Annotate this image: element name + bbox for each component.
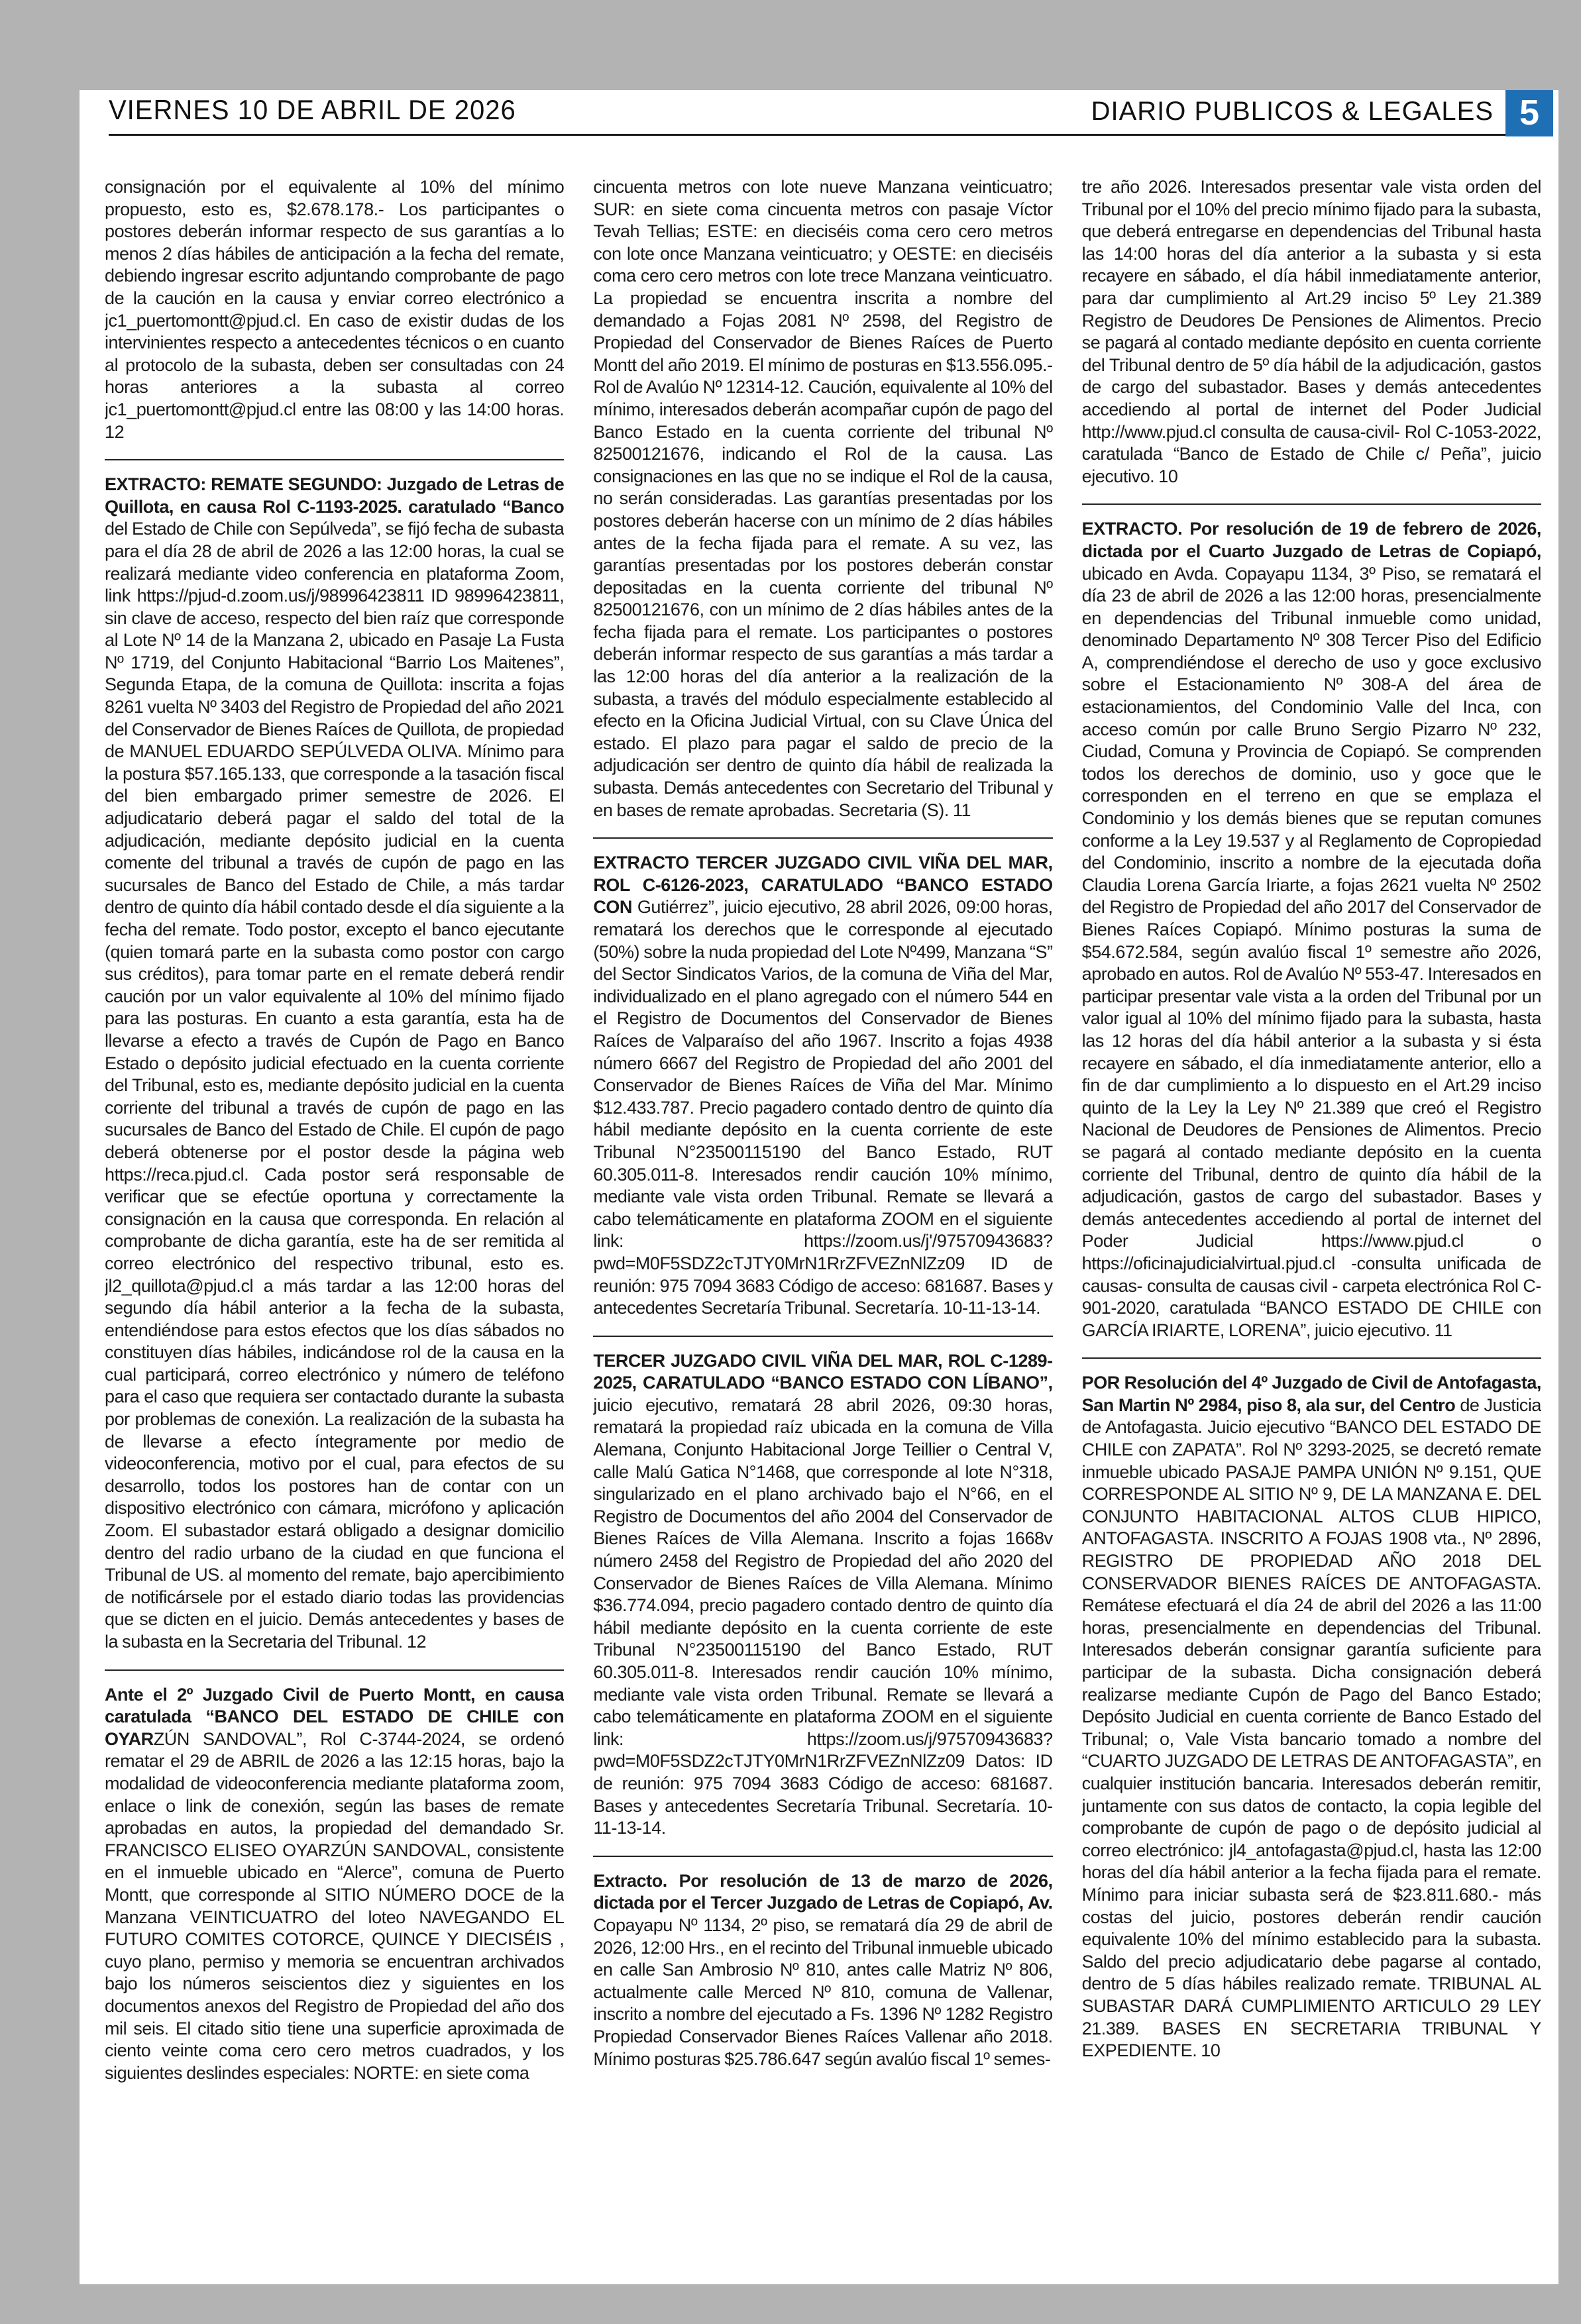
notice-vina-gutierrez [593,852,1052,1319]
notice-antofagasta [1082,1372,1541,2062]
page-header [109,91,1553,136]
notice-divider [593,837,1052,839]
notice-heading: EXTRACTO: REMATE SEGUNDO: Juzgado de Letras de Quillota, en causa Rol C-1193-2025. caratulado “Banco [105,474,565,517]
notice-text: Copayapu Nº 1134, 2º piso, se rematará día 29 de abril de 2026, 12:00 Hrs., en el recinto del Tribunal inmueble ubicado en calle San Ambrosio Nº 810, antes calle Matriz Nº 806, actualmente calle Merced Nº 810, comuna de Vallenar, inscrito a nombre del ejecutado a Fs. 1396 Nº 1282 Registro Propiedad Conservador Bienes Raíces Vallenar año 2018. Mínimo posturas $25.786.647 según avalúo fiscal 1º semes- [593,1915,1053,2069]
notice-text: cincuenta metros con lote nueve Manzana veinticuatro; SUR: en siete coma cincuenta metros con pasaje Víctor Tevah Tellias; ESTE: en dieciséis coma cero cero metros con lote once Manzana veinticuatro; y OESTE: en dieciséis coma cero cero metros con lote trece Manzana veinticuatro. La propiedad se encuentra inscrita a nombre del demandado a Fojas 2081 Nº 2598, del Registro de Propiedad del Conservador de Bienes Raíces de Puerto Montt del año 2019. El mínimo de posturas en $13.556.095.- Rol de Avalúo Nº 12314-12. Caución, equivalente al 10% del mínimo, interesados deberán acompañar cupón de pago del Banco Estado en la cuenta corriente del tribunal Nº 82500121676, indicando el Rol de la causa. Las consignaciones en las que no se indique el Rol de la causa, no serán consideradas. Las garantías presentadas por los postores deberán hacerse con un mínimo de 2 días hábiles antes de la fecha fijada para el remate. A su vez, las garantías presentadas por los postores deberán constar depositadas en la cuenta corriente del tribunal Nº 82500121676, con un mínimo de 2 días hábiles antes de la fecha fijada para el remate. Los participantes o postores deberán informar respecto de sus garantías a más tardar a las 12:00 horas del día anterior a la realización de la subasta, a través del módulo especialmente establecido al efecto en la Oficina Judicial Virtual, con su Clave Única del estado. El plazo para pagar el saldo de precio de la adjudicación ser dentro de quinto día hábil de realizada la subasta. Demás antecedentes con Secretario del Tribunal y en bases de remate aprobadas. Secretaria (S). 11 [593,177,1053,820]
notice-continued [105,176,564,443]
issue-date: VIERNES 10 DE ABRIL DE 2026 [109,95,516,126]
column-3 [1082,176,1541,2264]
publication-title: DIARIO PUBLICOS & LEGALES [1091,97,1494,126]
notices-columns [105,176,1541,2264]
notice-continued [593,176,1052,821]
notice-continued [1082,176,1541,488]
notice-divider [1082,503,1541,505]
newspaper-page [80,90,1558,2284]
notice-quillota [105,474,564,1653]
notice-copiapo-tercer [593,1870,1052,2070]
notice-divider [593,1336,1052,1337]
page-number-badge: 5 [1505,90,1553,136]
notice-text: del Estado de Chile con Sepúlveda”, se fijó fecha de subasta para el día 28 de abril de 2026 a las 12:00 horas, la cual se realizará mediante video conferencia en plataforma Zoom, link https://pjud-d.zoom.us/j/98996423811 ID 98996423811, sin clave de acceso, respecto del bien raíz que corresponde al Lote Nº 14 de la Manzana 2, ubicado en Pasaje La Fusta Nº 1719, del Conjunto Habitacional “Barrio Los Maitenes”, Segunda Etapa, de la comuna de Quillota: inscrita a fojas 8261 vuelta Nº 3403 del Registro de Propiedad del año 2021 del Conservador de Bienes Raíces de Quillota, de propiedad de MANUEL EDUARDO SEPÚLVEDA OLIVA. Mínimo para la postura $57.165.133, que corresponde a la tasación fiscal del bien embargado primer semestre de 2026. El adjudicatario deberá pagar el saldo del total de la adjudicación, mediante depósito judicial en la cuenta comente del tribunal a través de cupón de pago en las sucursales de Banco del Estado de Chile, a más tardar dentro de quinto día hábil contado desde el día siguiente a la fecha del remate. Todo postor, excepto el banco ejecutante (quien tomará parte en la subasta como postor con cargo sus créditos), para tomar parte en el remate deberá rendir caución por un valor equivalente al 10% del mínimo fijado para las posturas. En cuanto a esta garantía, esta ha de llevarse a efecto a través de Cupón de Pago en Banco Estado o depósito judicial efectuado en la cuenta corriente del Tribunal, esto es, mediante depósito judicial en la cuenta corriente del tribunal a través de cupón de pago en las sucursales de Banco del Estado de Chile. El cupón de pago deberá obtenerse por el postor desde la página web https://reca.pjud.cl. Cada postor será responsable de verificar que se efectúe oportuna y correctamente la consignación en la causa que corresponda. En relación al comprobante de dicha garantía, este ha de ser remitida al correo electrónico del respectivo tribunal, esto es. jl2_quillota@pjud.cl a más tardar a las 12:00 horas del segundo día hábil anterior a la fecha de la subasta, entendiéndose para estos efectos que los días sábados no constituyen días hábiles, indicándose rol de la causa en la cual participará, correo electrónico y número de teléfono para el caso que requiera ser contactado durante la subasta por problemas de conexión. La realización de la subasta ha de llevarse a efecto íntegramente por medio de videoconferencia, motivo por el cual, para efectos de su desarrollo, todos los postores han de contar con un dispositivo electrónico con cámara, micrófono y aplicación Zoom. El subastador estará obligado a designar domicilio dentro del radio urbano de la ciudad en que funciona el Tribunal de US. al momento del remate, bajo apercibimiento de notificársele por el estado diario todas las providencias que se dicten en el juicio. Demás antecedentes y bases de la subasta en la Secretaria del Tribunal. 12 [105,519,565,1652]
notice-heading: POR Resolución del 4º Juzgado de Civil de Antofagasta, San Martin Nº 2984, piso 8, ala sur, del Centro [1081,1373,1541,1415]
column-1 [105,176,564,2264]
notice-divider [593,1856,1052,1857]
notice-heading: EXTRACTO TERCER JUZGADO CIVIL VIÑA DEL MAR, ROL C-6126-2023, CARATULADO “BANCO ESTADO CON [593,853,1053,918]
notice-heading: Extracto. Por resolución de 13 de marzo de 2026, dictada por el Tercer Juzgado de Letras de Copiapó, Av. [593,1870,1053,1913]
notice-text: de Justicia de Antofagasta. Juicio ejecutivo “BANCO DEL ESTADO DE CHILE con ZAPATA”. Rol Nº 3293-2025, se decretó remate inmueble ubicado PASAJE PAMPA UNIÓN Nº 9.151, QUE CORRESPONDE AL SITIO Nº 9, DE LA MANZANA E. DEL CONJUNTO HABITACIONAL ALTOS CLUB HIPICO, ANTOFAGASTA. INSCRITO A FOJAS 1908 vta., Nº 2896, REGISTRO DE PROPIEDAD AÑO 2018 DEL CONSERVADOR BIENES RAÍCES DE ANTOFAGASTA. Remátese efectuará el día 24 de abril del 2026 a las 11:00 horas, presencialmente en dependencias del Tribunal. Interesados deberán consignar garantía suficiente para participar de la subasta. Dicha consignación deberá realizarse mediante Cupón de Pago del Banco Estado; Depósito Judicial en cuenta corriente de Banco Estado del Tribunal; o, Vale Vista bancario tomado a nombre del “CUARTO JUZGADO DE LETRAS DE ANTOFAGASTA”, en cualquier institución bancaria. Interesados deberán remitir, juntamente con sus datos de contacto, la copia legible del comprobante de cupón de pago o de depósito judicial al correo electrónico: jl4_antofagasta@pjud.cl, hasta las 12:00 horas del día hábil anterior a la fecha fijada para el remate. Mínimo para iniciar subasta será de $23.811.680.- más costas del juicio, postores deberán rendir caución equivalente 10% del mínimo establecido para la subasta. Saldo del precio adjudicatario debe pagarse al contado, dentro de 5 días hábiles realizado remate. TRIBUNAL AL SUBASTAR DARÁ CUMPLIMIENTO ARTICULO 29 LEY 21.389. BASES EN SECRETARIA TRIBUNAL Y EXPEDIENTE. 10 [1081,1395,1541,2061]
notice-divider [105,1669,564,1671]
notice-text: consignación por el equivalente al 10% del mínimo propuesto, esto es, $2.678.178.- Los participantes o postores deberán informar respecto de sus garantías a lo menos 2 días hábiles de anticipación a la fecha del remate, debiendo ingresar escrito adjuntando comprobante de pago de la caución en la causa y enviar correo electrónico a jc1_puertomontt@pjud.cl. En caso de existir dudas de los intervinientes respecto a antecedentes técnicos o en cuanto al protocolo de la subasta, deben ser consultadas con 24 horas anteriores a la subasta al correo jc1_puertomontt@pjud.cl entre las 08:00 y las 14:00 horas. 12 [105,177,565,442]
notice-heading: EXTRACTO. Por resolución de 19 de febrero de 2026, dictada por el Cuarto Juzgado de Letras de Copiapó, [1081,519,1541,561]
notice-copiapo-cuarto [1082,518,1541,1342]
notice-text: tre año 2026. Interesados presentar vale vista orden del Tribunal por el 10% del precio mínimo fijado para la subasta, que deberá entregarse en dependencias del Tribunal hasta las 14:00 horas del día anterior a la subasta y si esta recayere en sábado, el día hábil inmediatamente anterior, para dar cumplimiento al Art.29 inciso 5º Ley 21.389 Registro de Deudores De Pensiones de Alimentos. Precio se pagará al contado mediante depósito en cuenta corriente del Tribunal dentro de 5º día hábil de la adjudicación, gastos de cargo del subastador. Bases y demás antecedentes accediendo al portal de internet del Poder Judicial http://www.pjud.cl consulta de causa-civil- Rol C-1053-2022, caratulada “Banco de Estado de Chile c/ Peña”, juicio ejecutivo. 10 [1081,177,1541,486]
notice-text: ZÚN SANDOVAL”, Rol C-3744-2024, se ordenó rematar el 29 de ABRIL de 2026 a las 12:15 horas, bajo la modalidad de videoconferencia mediante plataforma zoom, enlace o link de conexión, según las bases de remate aprobadas en autos, la propiedad del demandado Sr. FRANCISCO ELISEO OYARZÚN SANDOVAL, consistente en el inmueble ubicado en “Alerce”, comuna de Puerto Montt, que corresponde al SITIO NÚMERO DOCE de la Manzana VEINTICUATRO del loteo NAVEGANDO EL FUTURO COMITES COTORCE, QUINCE Y DIECISÉIS , cuyo plano, permiso y memoria se encuentran archivados bajo los números seiscientos diez y siguientes en los documentos anexos del Registro de Propiedad del año dos mil seis. El citado sitio tiene una superficie aproximada de ciento veinte coma cero cero metros cuadrados, y los siguientes deslindes especiales: NORTE: en siete coma [105,1728,565,2083]
notice-puerto-montt [105,1684,564,2085]
notice-divider [105,459,564,460]
notice-divider [1082,1357,1541,1359]
notice-text: Gutiérrez”, juicio ejecutivo, 28 abril 2026, 09:00 horas, rematará los derechos que le corresponde al ejecutado (50%) sobre la nuda propiedad del Lote Nº499, Manzana “S” del Sector Sindicatos Varios, de la comuna de Viña del Mar, individualizado en el plano agregado con el número 544 en el Registro de Documentos del Conservador de Bienes Raíces de Valparaíso del año 1967. Inscrito a fojas 4938 número 6667 del Registro de Propiedad del año 2001 del Conservador de Bienes Raíces de Viña del Mar. Mínimo $12.433.787. Precio pagadero contado dentro de quinto día hábil mediante depósito en la cuenta corriente de este Tribunal N°23500115190 del Banco Estado, RUT 60.305.011-8. Interesados rendir caución 10% mínimo, mediante vale vista orden Tribunal. Remate se llevará a cabo telemáticamente en plataforma ZOOM en el siguiente link: https://zoom.us/j'/97570943683?pwd=M0F5SDZ2cTJTY0MrN1RrZFVEZnNlZz09 ID de reunión: 975 7094 3683 Código de acceso: 681687. Bases y antecedentes Secretaría Tribunal. Secretaría. 10-11-13-14. [593,897,1053,1318]
notice-vina-libano [593,1350,1052,1840]
column-2 [593,176,1052,2264]
notice-text: ubicado en Avda. Copayapu 1134, 3º Piso, se rematará el día 23 de abril de 2026 a las 12:00 horas, presencialmente en dependencias del Tribunal inmueble como unidad, denominado Departamento Nº 308 Tercer Piso del Edificio A, comprendiéndose el derecho de uso y goce exclusivo sobre el Estacionamiento Nº 308-A del área de estacionamientos, del Condominio Valle del Inca, con acceso común por calle Bruno Sergio Pizarro Nº 232, Ciudad, Comuna y Provincia de Copiapó. Se comprenden todos los derechos de dominio, uso y goce que le corresponden en el terreno en que se emplaza el Condominio y los demás bienes que se reputan comunes conforme a la Ley 19.537 y al Reglamento de Copropiedad del Condominio, inscrito a nombre de la ejecutada doña Claudia Lorena García Iriarte, a fojas 2621 vuelta Nº 2502 del Registro de Propiedad del año 2017 del Conservador de Bienes Raíces Copiapó. Mínimo posturas la suma de $54.672.584, según avalúo fiscal 1º semestre año 2026, aprobado en autos. Rol de Avalúo Nº 553-47. Interesados en participar presentar vale vista a la orden del Tribunal por un valor igual al 10% del mínimo fijado para la subasta, hasta las 12 horas del día hábil anterior a la subasta y si ésta recayere en sábado, el día inmediatamente anterior, ello a fin de dar cumplimiento a lo dispuesto en el Art.29 inciso quinto de la Ley la Ley Nº 21.389 que creó el Registro Nacional de Deudores de Pensiones de Alimentos. Precio se pagará al contado mediante depósito en la cuenta corriente del Tribunal, dentro de quinto día hábil de la adjudicación, gastos de cargo del subastador. Bases y demás antecedentes accediendo al portal de internet del Poder Judicial https://www.pjud.cl o https://oficinajudicialvirtual.pjud.cl -consulta unificada de causas- consulta de causas civil - carpeta electrónica Rol C-901-2020, caratulada “BANCO ESTADO DE CHILE con GARCÍA IRIARTE, LORENA”, juicio ejecutivo. 11 [1081,563,1541,1340]
notice-heading: Ante el 2º Juzgado Civil de Puerto Montt, en causa caratulada “BANCO DEL ESTADO DE CHILE con OYAR [105,1684,565,1749]
notice-text: juicio ejecutivo, rematará 28 abril 2026, 09:30 horas, rematará la propiedad raíz ubicada en la comuna de Villa Alemana, Conjunto Habitacional Jorge Teillier o Central V, calle Malú Gatica N°1468, que corresponde al lote N°318, singularizado en el plano archivado bajo el N°66, en el Registro de Documentos del año 2004 del Conservador de Bienes Raíces de Villa Alemana. Inscrito a fojas 1668v número 2458 del Registro de Propiedad del año 2020 del Conservador de Bienes Raíces de Villa Alemana. Mínimo $36.774.094, precio pagadero contado dentro de quinto día hábil mediante depósito en la cuenta corriente de este Tribunal N°23500115190 del Banco Estado, RUT 60.305.011-8. Interesados rendir caución 10% mínimo, mediante vale vista orden Tribunal. Remate se llevará a cabo telemáticamente en plataforma ZOOM en el siguiente link: https://zoom.us/j/97570943683?pwd=M0F5SDZ2cTJTY0MrN1RrZFVEZnNlZz09 Datos: ID de reunión: 975 7094 3683 Código de acceso: 681687. Bases y antecedentes Secretaría Tribunal. Secretaría. 10-11-13-14. [593,1395,1053,1838]
notice-heading: TERCER JUZGADO CIVIL VIÑA DEL MAR, ROL C-1289-2025, CARATULADO “BANCO ESTADO CON LÍBANO”, [593,1350,1053,1393]
